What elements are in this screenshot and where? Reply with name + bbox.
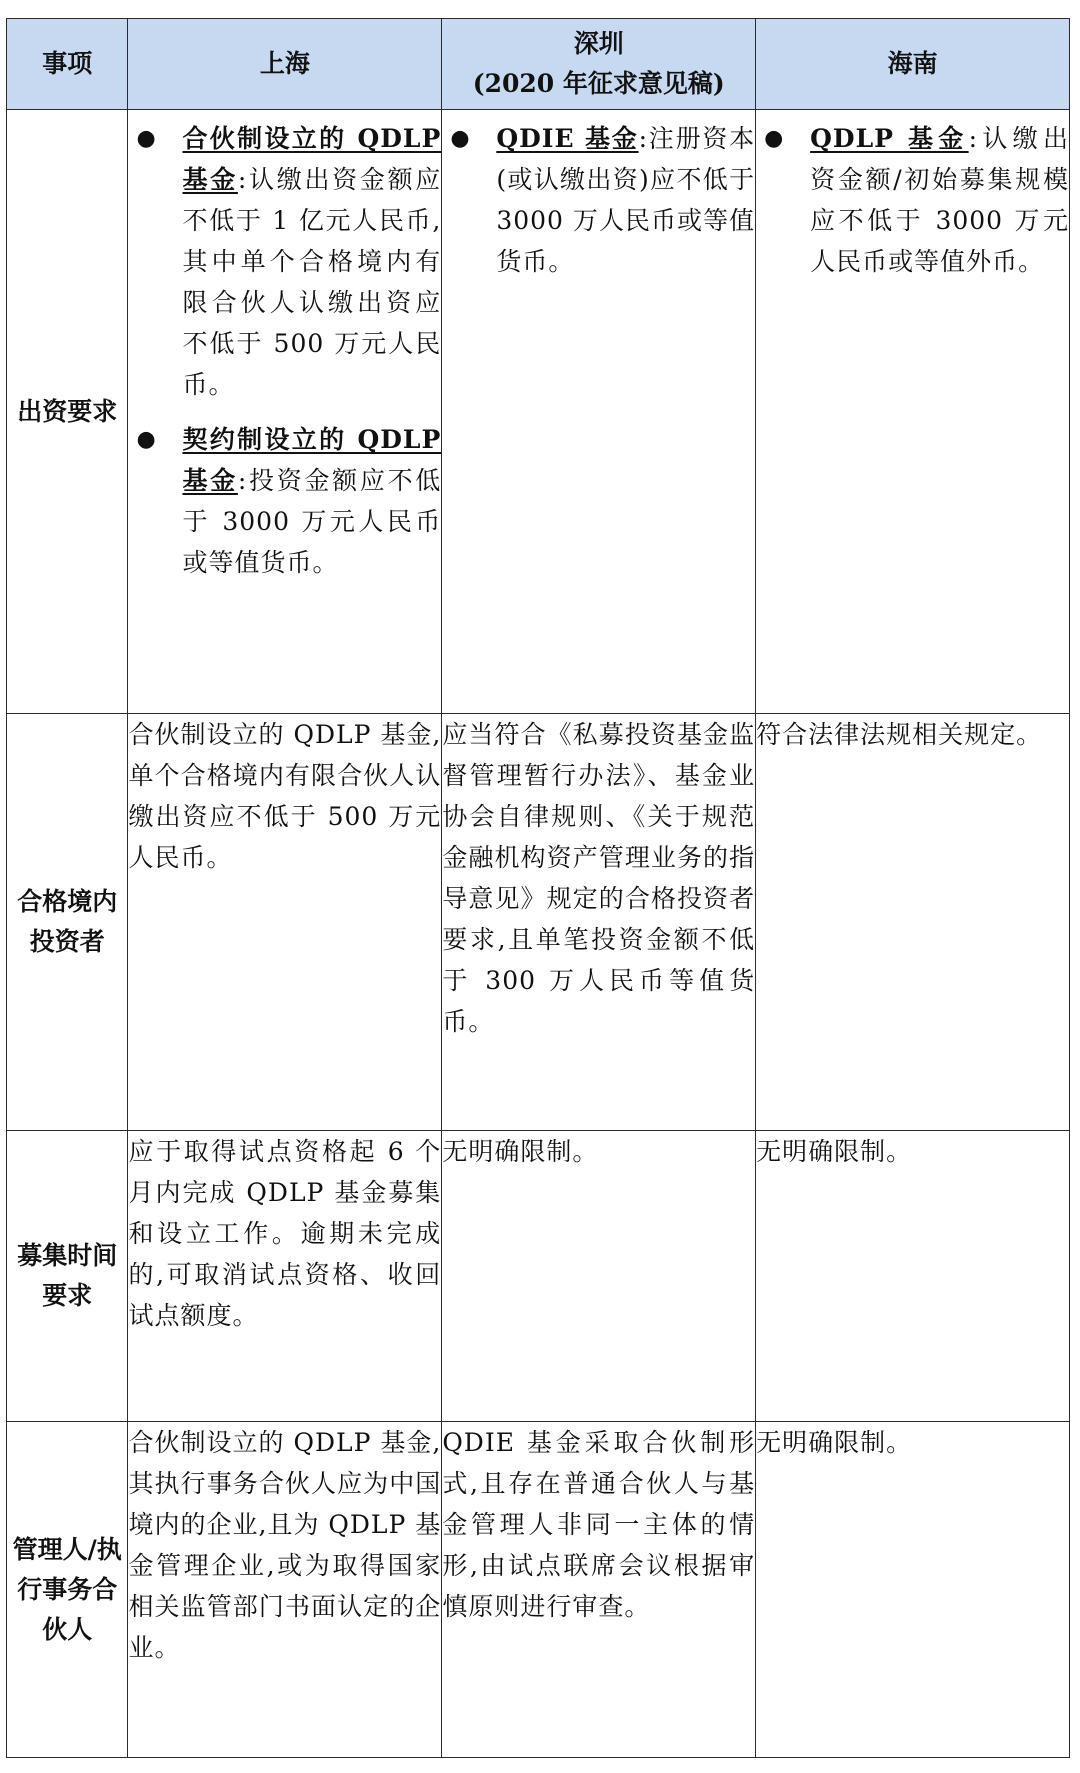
cell-manager-shenzhen: QDIE 基金采取合伙制形式,且存在普通合伙人与基金管理人非同一主体的情形,由试点联席会议根据审慎原则进行审查。 bbox=[442, 1422, 756, 1758]
keyword-partnership-qdlp: 合伙制设立的 QDLP 基金 bbox=[182, 124, 442, 195]
header-shanghai: 上海 bbox=[128, 19, 442, 110]
cell-capital-shanghai bbox=[128, 110, 442, 714]
cell-time-shenzhen: 无明确限制。 bbox=[442, 1130, 756, 1422]
cell-investors-hainan: 符合法律法规相关规定。 bbox=[756, 713, 1070, 1130]
bullet-icon: ● bbox=[136, 126, 157, 152]
bullet-list-shanghai bbox=[128, 118, 441, 583]
bullet-text: :认缴出资金额应不低于 1 亿元人民币,其中单个合格境内有限合伙人认缴出资应不低于 500 万元人民币。 bbox=[182, 165, 442, 400]
row-label-investors: 合格境内投资者 bbox=[7, 713, 128, 1130]
cell-capital-hainan bbox=[756, 110, 1070, 714]
keyword-qdlp: QDLP 基金 bbox=[810, 124, 969, 154]
bullet-icon: ● bbox=[450, 126, 471, 152]
cell-time-shanghai: 应于取得试点资格起 6 个月内完成 QDLP 基金募集和设立工作。逾期未完成的,可取消试点资格、收回试点额度。 bbox=[128, 1130, 442, 1422]
cell-investors-shanghai: 合伙制设立的 QDLP 基金,单个合格境内有限合伙人认缴出资应不低于 500 万元人民币。 bbox=[128, 713, 442, 1130]
list-item bbox=[128, 118, 441, 405]
table-row-capital bbox=[7, 110, 1070, 714]
bullet-text: :投资金额应不低于 3000 万元人民币或等值货币。 bbox=[182, 466, 442, 578]
table-row-fundraising-time bbox=[7, 1130, 1070, 1422]
row-label-fundraising-time: 募集时间要求 bbox=[7, 1130, 128, 1422]
header-hainan: 海南 bbox=[756, 19, 1070, 110]
cell-capital-shenzhen bbox=[442, 110, 756, 714]
list-item bbox=[756, 118, 1069, 282]
list-item bbox=[442, 118, 755, 282]
cell-manager-shanghai: 合伙制设立的 QDLP 基金,其执行事务合伙人应为中国境内的企业,且为 QDLP 基金管理企业,或为取得国家相关监管部门书面认定的企业。 bbox=[128, 1422, 442, 1758]
header-item: 事项 bbox=[7, 19, 128, 110]
comparison-table bbox=[6, 18, 1070, 1758]
keyword-qdie: QDIE 基金 bbox=[496, 124, 639, 154]
list-item bbox=[128, 419, 441, 583]
header-shenzhen-note: (2020 年征求意见稿) bbox=[472, 69, 725, 99]
cell-time-hainan: 无明确限制。 bbox=[756, 1130, 1070, 1422]
bullet-list-shenzhen bbox=[442, 118, 755, 282]
header-shenzhen bbox=[442, 19, 756, 110]
cell-manager-hainan: 无明确限制。 bbox=[756, 1422, 1070, 1758]
bullet-list-hainan bbox=[756, 118, 1069, 282]
header-shenzhen-city: 深圳 bbox=[573, 29, 624, 59]
row-label-capital: 出资要求 bbox=[7, 110, 128, 714]
bullet-icon: ● bbox=[764, 126, 785, 152]
table-row-investors bbox=[7, 713, 1070, 1130]
bullet-text: :认缴出资金额/初始募集规模应不低于 3000 万元人民币或等值外币。 bbox=[810, 124, 1069, 277]
keyword-contract-qdlp: 契约制设立的 QDLP 基金 bbox=[182, 425, 442, 496]
bullet-icon: ● bbox=[136, 427, 157, 453]
table-row-manager bbox=[7, 1422, 1070, 1758]
cell-investors-shenzhen: 应当符合《私募投资基金监督管理暂行办法》、基金业协会自律规则、《关于规范金融机构资产管理业务的指导意见》规定的合格投资者要求,且单笔投资金额不低于 300 万人民币等值货币。 bbox=[442, 713, 756, 1130]
row-label-manager: 管理人/执行事务合伙人 bbox=[7, 1422, 128, 1758]
header-row bbox=[7, 19, 1070, 110]
bullet-text: :注册资本(或认缴出资)应不低于 3000 万人民币或等值货币。 bbox=[496, 124, 756, 277]
